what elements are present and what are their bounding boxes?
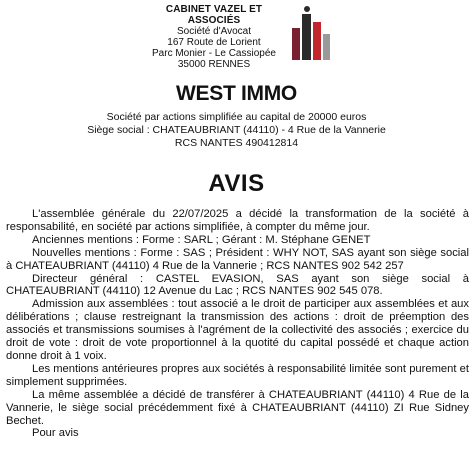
logo-figure-head (304, 6, 310, 12)
firm-line-4: 35000 RENNES (177, 59, 251, 70)
notice-paragraph: Nouvelles mentions : Forme : SAS ; Président : WHY NOT, SAS ayant son siège social à CHATEAUBRIANT (44110) 4 Rue de la Vannerie ; RCS NANTES 902 542 257 (6, 246, 469, 272)
firm-line-1: Société d'Avocat (177, 26, 251, 37)
notice-signoff: Pour avis (32, 427, 79, 440)
company-capital-line: Société par actions simplifiée au capital de 20000 euros (106, 111, 367, 123)
notice-body (6, 208, 469, 440)
company-seat-line: Siège social : CHATEAUBRIANT (44110) - 4 Rue de la Vannerie (87, 124, 386, 136)
firm-logo (290, 6, 334, 62)
notice-paragraph: Anciennes mentions : Forme : SARL ; Gérant : M. Stéphane GENET (32, 233, 371, 246)
firm-address-block (140, 4, 288, 70)
firm-line-3: Parc Monier - Le Cassiopée (152, 48, 276, 59)
company-title: WEST IMMO (176, 82, 297, 105)
notice-paragraph: Directeur général : CASTEL EVASION, SAS ayant son siège social à CHATEAUBRIANT (44110) 12 Avenue du Lac ; RCS NANTES 902 545 078. (6, 272, 469, 298)
firm-header (140, 0, 340, 68)
logo-bar-3 (313, 22, 321, 60)
notice-paragraph: Admission aux assemblées : tout associé a le droit de participer aux assemblées et aux délibérations ; clause restreignant la transmission des actions : droit de préemption des associés et transmissions soumises à l'agrément de la collectivité des associés ; exercice du droit de vote : droit de vote proportionnel à la quotité du capital possédé et chaque action donne droit à 1 voix. (6, 298, 469, 362)
company-rcs-line: RCS NANTES 490412814 (174, 137, 299, 149)
notice-paragraph: Les mentions antérieures propres aux sociétés à responsabilité limitée sont purement et simplement supprimées. (6, 362, 469, 388)
firm-name: CABINET VAZEL ET ASSOCIÉS (165, 4, 263, 26)
notice-heading: AVIS (208, 170, 265, 197)
notice-paragraph: L'assemblée générale du 22/07/2025 a décidé la transformation de la société à responsabilité, en société par actions simplifiée, à compter du même jour. (6, 208, 469, 233)
notice-paragraph: La même assemblée a décidé de transférer à CHATEAUBRIANT (44110) 4 Rue de la Vannerie, le siège social précédemment fixé à CHATEAUBRIANT (44110) ZI Rue Sidney Bechet. (6, 388, 469, 427)
logo-bar-1 (292, 28, 300, 60)
firm-line-2: 167 Route de Lorient (167, 37, 261, 48)
logo-bar-4 (323, 34, 330, 60)
logo-bar-2 (302, 14, 311, 60)
